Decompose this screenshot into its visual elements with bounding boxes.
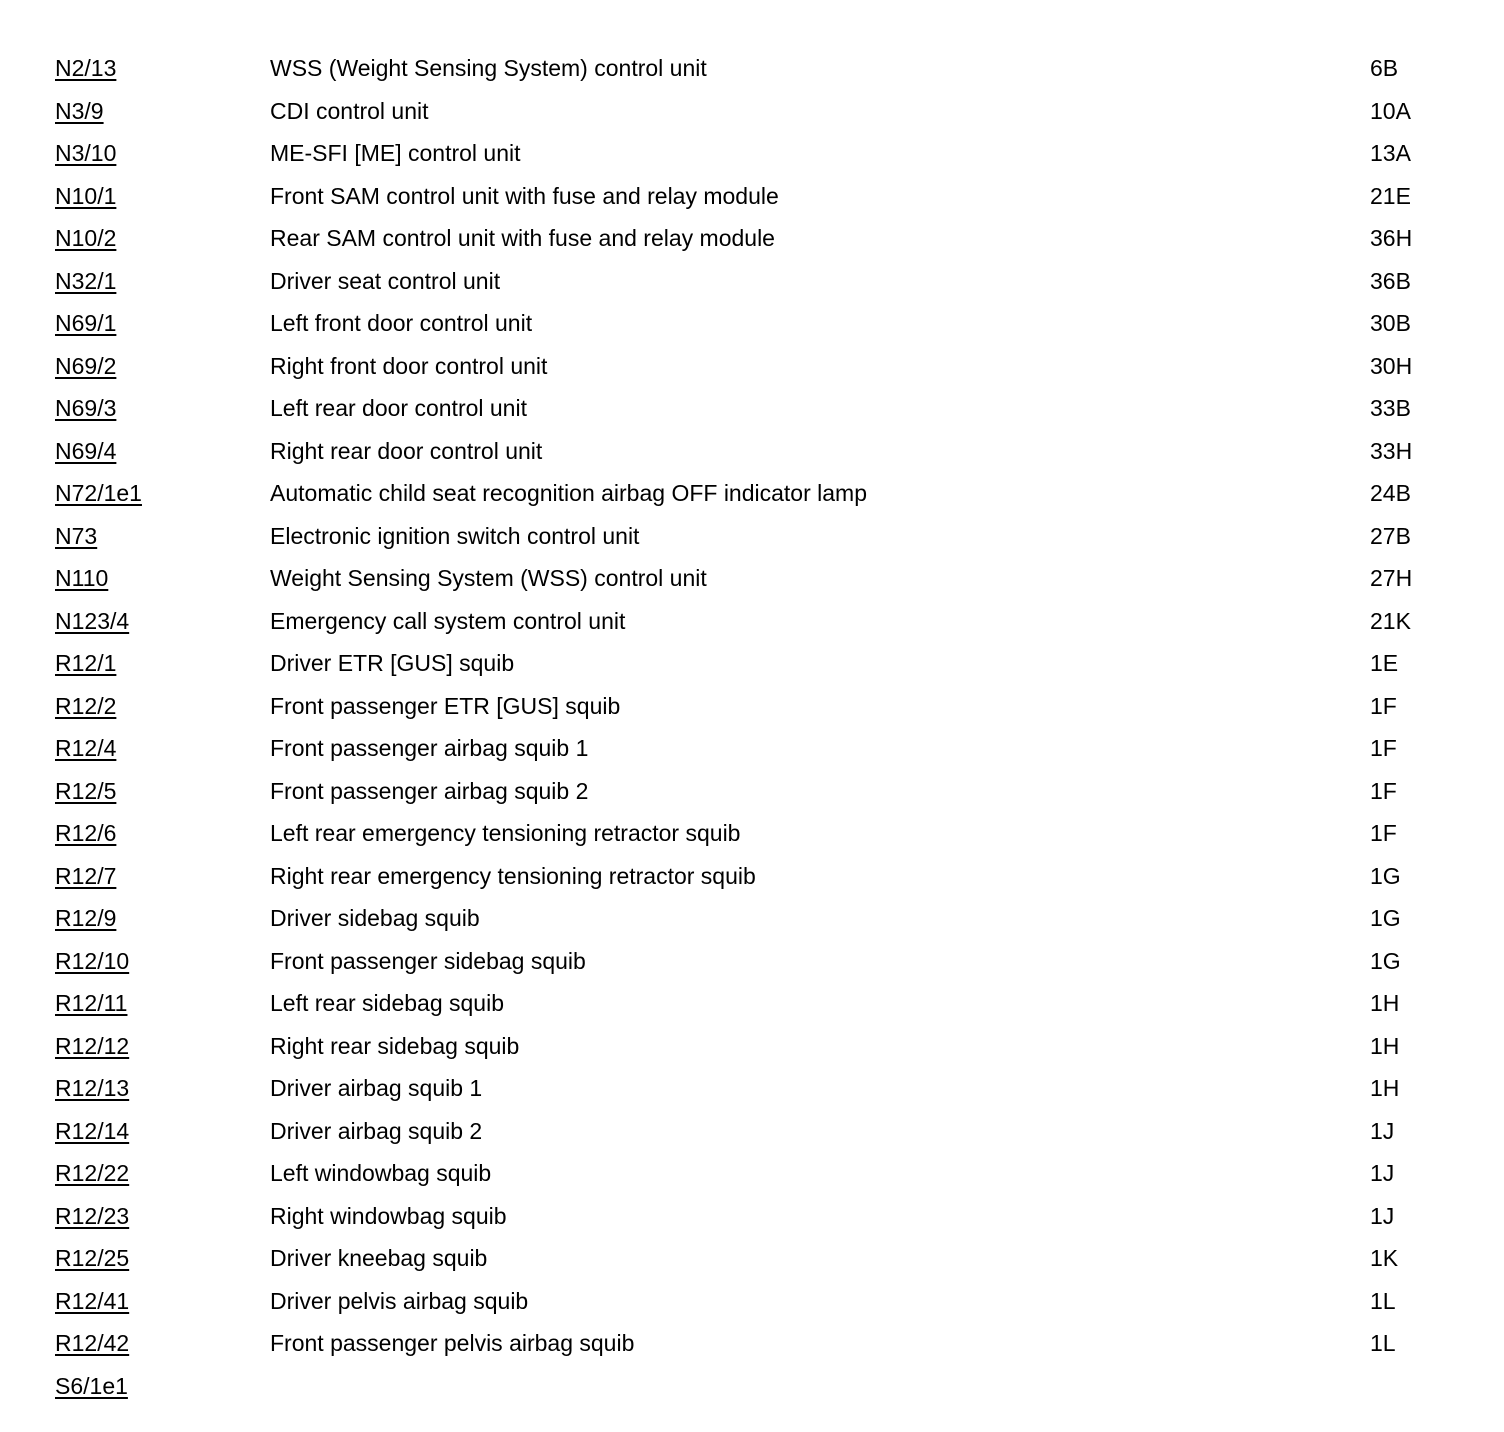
grid-reference: 1H (1370, 1032, 1400, 1059)
component-description: Driver sidebag squib (270, 905, 480, 931)
legend-row (55, 1067, 1475, 1110)
legend-row (55, 897, 1475, 940)
legend-row (55, 855, 1475, 898)
legend-row (55, 515, 1475, 558)
grid-reference: 27H (1370, 565, 1413, 591)
component-code-link[interactable]: N2/13 (55, 55, 117, 81)
component-description: Front passenger airbag squib 2 (270, 777, 589, 804)
grid-reference: 1L (1370, 1330, 1396, 1356)
component-code-link[interactable]: N32/1 (55, 267, 117, 294)
grid-reference: 1G (1370, 862, 1401, 889)
component-description: Front passenger sidebag squib (270, 947, 586, 974)
component-description: Left rear door control unit (270, 395, 527, 421)
component-code-link[interactable]: R12/42 (55, 1330, 130, 1356)
component-description: Automatic child seat recognition airbag OFF indicator lamp (270, 480, 868, 506)
component-description: Driver pelvis airbag squib (270, 1287, 529, 1314)
grid-reference: 1H (1370, 990, 1400, 1016)
legend-row (55, 600, 1475, 643)
component-description: Driver ETR [GUS] squib (270, 650, 515, 676)
component-description: Driver airbag squib 1 (270, 1075, 483, 1101)
grid-reference: 1L (1370, 1287, 1396, 1314)
component-code-link[interactable]: R12/7 (55, 862, 117, 889)
component-code-link[interactable]: S6/1e1 (55, 1372, 128, 1399)
grid-reference: 36B (1370, 267, 1411, 294)
component-code-link[interactable]: R12/23 (55, 1202, 130, 1229)
component-description: Emergency call system control unit (270, 607, 626, 634)
legend-row (55, 345, 1475, 388)
component-code-link[interactable]: R12/9 (55, 905, 117, 931)
component-code-link[interactable]: N123/4 (55, 607, 130, 634)
grid-reference: 1J (1370, 1202, 1395, 1229)
component-code-link[interactable]: R12/12 (55, 1032, 130, 1059)
component-code-link[interactable]: N10/2 (55, 225, 117, 251)
legend-row (55, 642, 1475, 685)
grid-reference: 10A (1370, 97, 1411, 124)
grid-reference: 36H (1370, 225, 1413, 251)
component-code-link[interactable]: R12/1 (55, 650, 117, 676)
component-code-link[interactable]: R12/2 (55, 692, 117, 719)
grid-reference: 21E (1370, 182, 1411, 209)
grid-reference: 1F (1370, 777, 1397, 804)
legend-row (55, 812, 1475, 855)
component-description: Driver kneebag squib (270, 1245, 488, 1271)
grid-reference: 1F (1370, 692, 1397, 719)
component-code-link[interactable]: N69/3 (55, 395, 117, 421)
legend-row (55, 1237, 1475, 1280)
legend-row (55, 217, 1475, 260)
component-description: Front SAM control unit with fuse and relay module (270, 182, 779, 209)
grid-reference: 6B (1370, 55, 1399, 81)
grid-reference: 30B (1370, 310, 1411, 336)
grid-reference: 1F (1370, 820, 1397, 846)
component-code-link[interactable]: N69/2 (55, 352, 117, 379)
component-description: Driver seat control unit (270, 267, 501, 294)
legend-row (55, 1025, 1475, 1068)
component-description: Rear SAM control unit with fuse and relay module (270, 225, 775, 251)
component-description: Front passenger ETR [GUS] squib (270, 692, 621, 719)
legend-row (55, 1322, 1475, 1365)
component-code-link[interactable]: R12/14 (55, 1117, 130, 1144)
legend-row (55, 982, 1475, 1025)
component-description: Front passenger airbag squib 1 (270, 735, 589, 761)
legend-row (55, 387, 1475, 430)
grid-reference: 13A (1370, 140, 1411, 166)
grid-reference: 1G (1370, 905, 1401, 931)
grid-reference: 24B (1370, 480, 1411, 506)
grid-reference: 1F (1370, 735, 1397, 761)
legend-row (55, 430, 1475, 473)
component-code-link[interactable]: N3/9 (55, 97, 104, 124)
legend-row (55, 1280, 1475, 1323)
component-code-link[interactable]: R12/22 (55, 1160, 130, 1186)
component-description: Left rear sidebag squib (270, 990, 504, 1016)
component-code-link[interactable]: R12/41 (55, 1287, 130, 1314)
component-code-link[interactable]: N73 (55, 522, 98, 549)
component-code-link[interactable]: R12/13 (55, 1075, 130, 1101)
grid-reference: 33H (1370, 437, 1413, 464)
component-legend-list (55, 47, 1475, 1407)
component-code-link[interactable]: R12/5 (55, 777, 117, 804)
legend-row (55, 1195, 1475, 1238)
legend-row (55, 940, 1475, 983)
grid-reference: 1E (1370, 650, 1399, 676)
legend-row (55, 472, 1475, 515)
component-description: CDI control unit (270, 97, 429, 124)
legend-row (55, 260, 1475, 303)
grid-reference: 1G (1370, 947, 1401, 974)
component-description: Left windowbag squib (270, 1160, 492, 1186)
legend-row (55, 302, 1475, 345)
component-code-link[interactable]: R12/10 (55, 947, 130, 974)
legend-row (55, 47, 1475, 90)
component-description: ME-SFI [ME] control unit (270, 140, 521, 166)
component-code-link[interactable]: N72/1e1 (55, 480, 142, 506)
legend-row (55, 1152, 1475, 1195)
grid-reference: 27B (1370, 522, 1411, 549)
legend-row (55, 1110, 1475, 1153)
component-description: Right rear emergency tensioning retractor squib (270, 862, 756, 889)
component-code-link[interactable]: N69/4 (55, 437, 117, 464)
component-description: Right rear sidebag squib (270, 1032, 520, 1059)
component-code-link[interactable]: R12/25 (55, 1245, 130, 1271)
component-description: Right rear door control unit (270, 437, 543, 464)
legend-row (55, 175, 1475, 218)
grid-reference: 21K (1370, 607, 1411, 634)
component-description: Left rear emergency tensioning retractor squib (270, 820, 741, 846)
grid-reference: 33B (1370, 395, 1411, 421)
component-code-link[interactable]: R12/6 (55, 820, 117, 846)
component-description: WSS (Weight Sensing System) control unit (270, 55, 707, 81)
component-code-link[interactable]: R12/11 (55, 990, 128, 1016)
component-description: Electronic ignition switch control unit (270, 522, 640, 549)
grid-reference: 1J (1370, 1160, 1395, 1186)
legend-row (55, 90, 1475, 133)
legend-row (55, 685, 1475, 728)
legend-row (55, 132, 1475, 175)
component-code-link[interactable]: N110 (55, 565, 109, 591)
component-description: Right windowbag squib (270, 1202, 507, 1229)
component-description: Left front door control unit (270, 310, 533, 336)
component-description: Weight Sensing System (WSS) control unit (270, 565, 707, 591)
legend-row (55, 727, 1475, 770)
legend-row (55, 770, 1475, 813)
component-code-link[interactable]: N10/1 (55, 182, 117, 209)
legend-row (55, 557, 1475, 600)
component-description: Driver airbag squib 2 (270, 1117, 483, 1144)
component-code-link[interactable]: N69/1 (55, 310, 117, 336)
component-code-link[interactable]: N3/10 (55, 140, 117, 166)
component-code-link[interactable]: R12/4 (55, 735, 117, 761)
legend-row (55, 1365, 1475, 1408)
grid-reference: 1J (1370, 1117, 1395, 1144)
grid-reference: 1K (1370, 1245, 1399, 1271)
grid-reference: 1H (1370, 1075, 1400, 1101)
component-description: Right front door control unit (270, 352, 548, 379)
grid-reference: 30H (1370, 352, 1413, 379)
component-description: Front passenger pelvis airbag squib (270, 1330, 635, 1356)
